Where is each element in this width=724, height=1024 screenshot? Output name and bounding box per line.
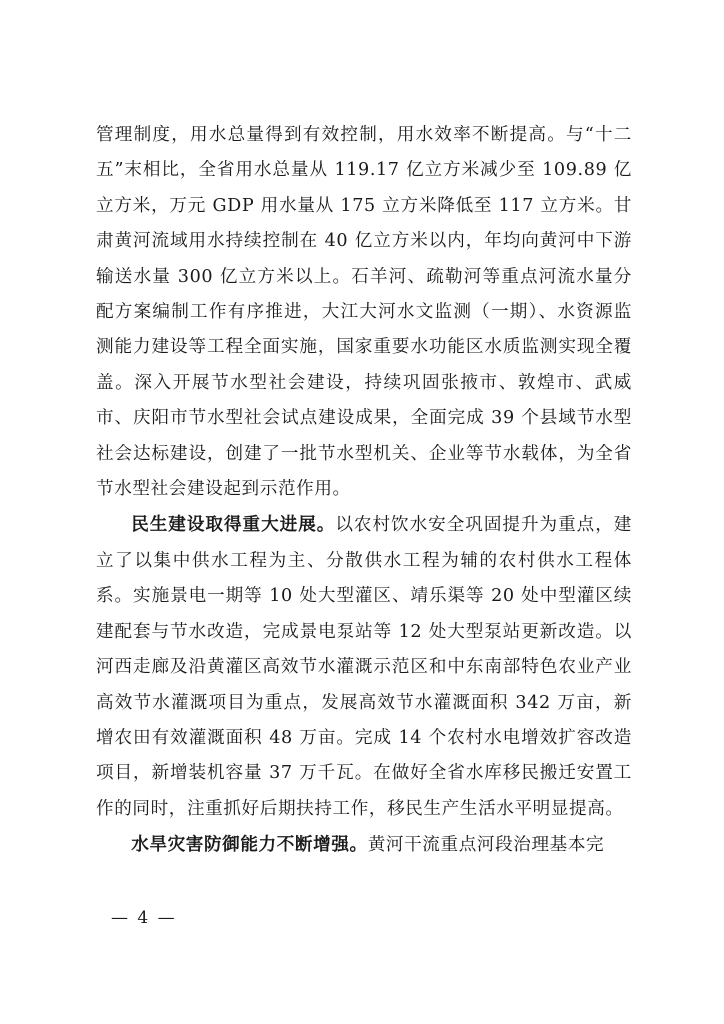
paragraph-lead-heading: 水旱灾害防御能力不断增强。	[131, 834, 368, 856]
paragraph-text: 黄河干流重点河段治理基本完	[367, 835, 605, 856]
paragraph-livelihood	[96, 507, 632, 827]
page-number: — 4 —	[111, 908, 177, 928]
paragraph-disaster-defense	[96, 827, 632, 863]
paragraph-text: 管理制度，用水总量得到有效控制，用水效率不断提高。与“十二五”末相比，全省用水总量从 119.17 亿立方米减少至 109.89 亿立方米，万元 GDP 用水量从 175 立方米降低至 117 立方米。甘肃黄河流域用水持续控制在 40 亿立方米以内，年均向黄河中下游输送水量 300 亿立方米以上。石羊河、疏勒河等重点河流水量分配方案编制工作有序推进，大江大河水文监测（一期）、水资源监测能力建设等工程全面实施，国家重要水功能区水质监测实现全覆盖。深入开展节水型社会建设，持续巩固张掖市、敦煌市、武威市、庆阳市节水型社会试点建设成果，全面完成 39 个县域节水型社会达标建设，创建了一批节水型机关、企业等节水载体，为全省节水型社会建设起到示范作用。	[96, 125, 632, 500]
paragraph-water-management	[96, 118, 632, 507]
paragraph-lead-heading: 民生建设取得重大进展。	[131, 514, 336, 536]
paragraph-text: 以农村饮水安全巩固提升为重点，建立了以集中供水工程为主、分散供水工程为辅的农村供水工程体系。实施景电一期等 10 处大型灌区、靖乐渠等 20 处中型灌区续建配套与节水改造，完成景电泵站等 12 处大型泵站更新改造。以河西走廊及沿黄灌区高效节水灌溉示范区和中东南部特色农业产业高效节水灌溉项目为重点，发展高效节水灌溉面积 342 万亩，新增农田有效灌溉面积 48 万亩。完成 14 个农村水电增效扩容改造项目，新增装机容量 37 万千瓦。在做好全省水库移民搬迁安置工作的同时，注重抓好后期扶持工作，移民生产生活水平明显提高。	[96, 515, 632, 819]
document-body	[96, 118, 632, 864]
